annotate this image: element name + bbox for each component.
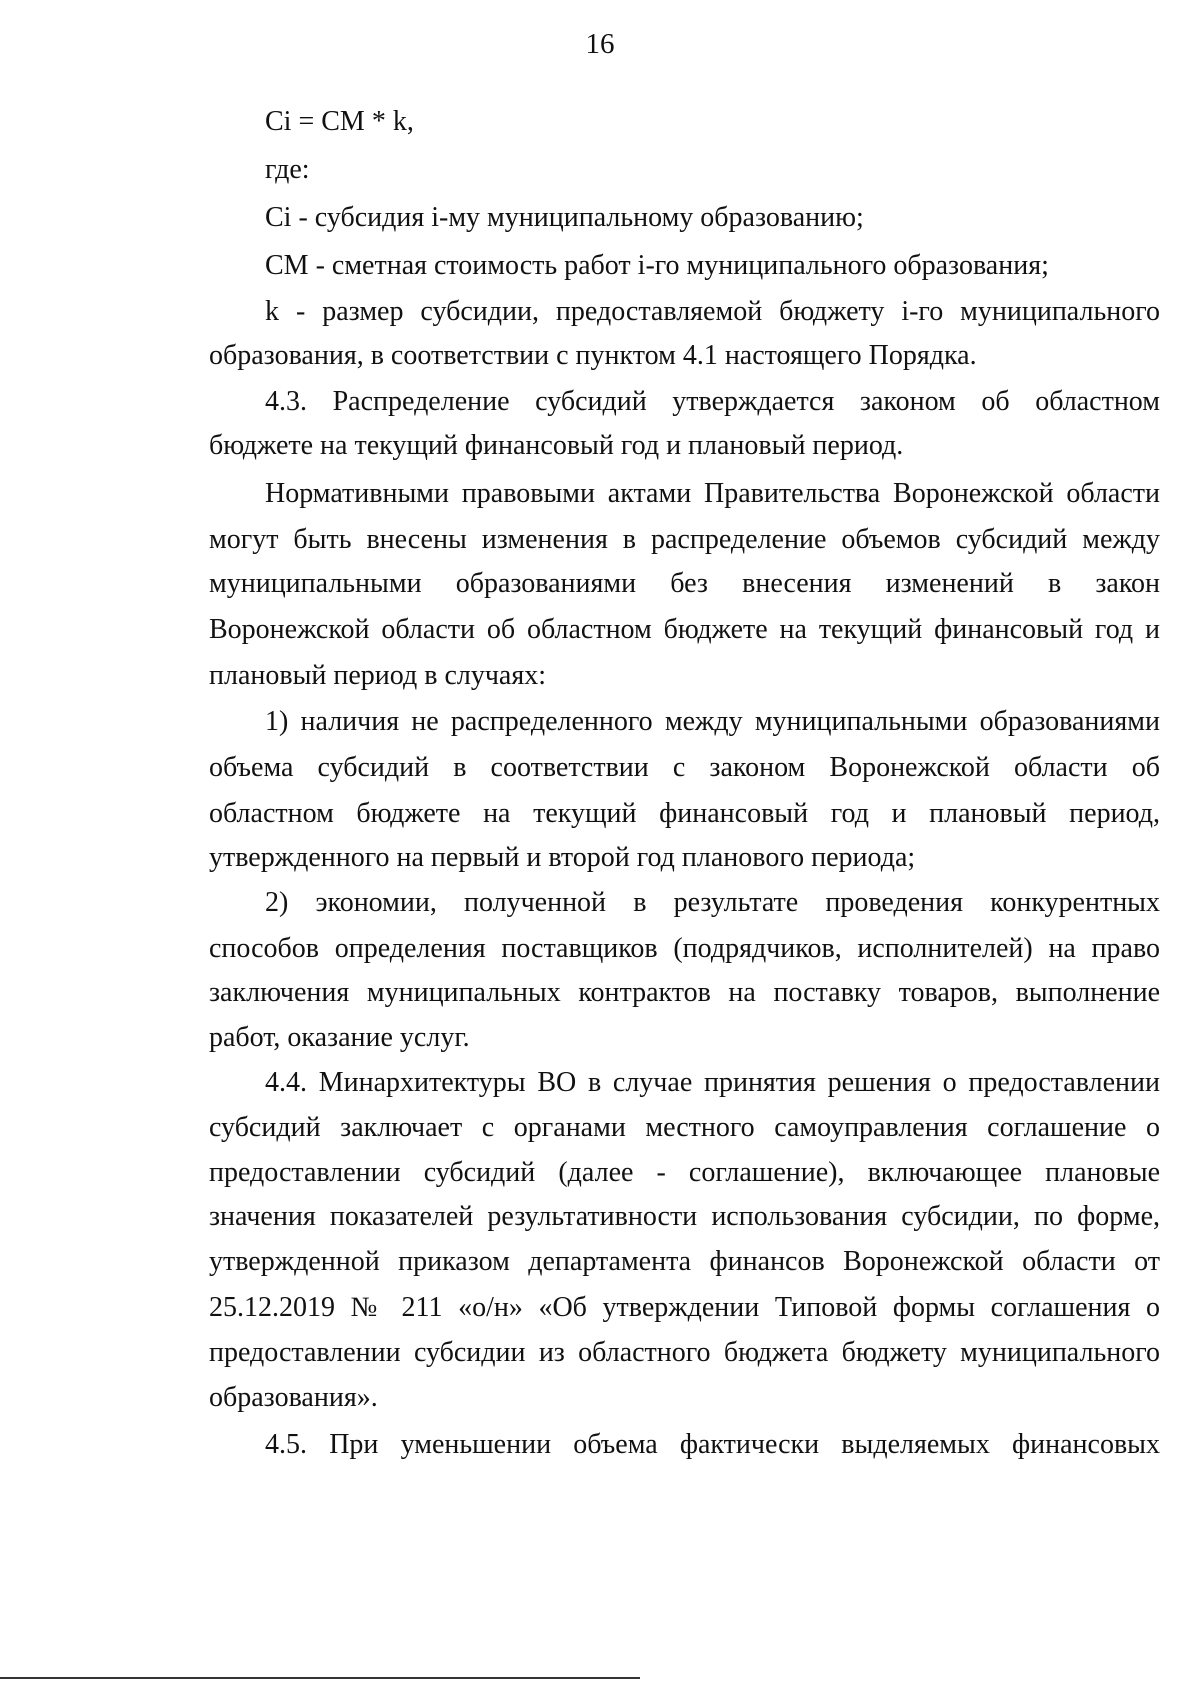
text-line: могут быть внесены изменения в распределение объемов субсидий между bbox=[209, 524, 1160, 555]
text-line: утвержденной приказом департамента финансов Воронежской области от bbox=[209, 1246, 1160, 1277]
text-line: муниципальными образованиями без внесения изменений в закон bbox=[209, 568, 1160, 599]
text-line: областном бюджете на текущий финансовый год и плановый период, bbox=[209, 798, 1160, 829]
text-line: где: bbox=[265, 154, 310, 185]
bottom-rule bbox=[0, 1677, 640, 1679]
text-line: значения показателей результативности использования субсидии, по форме, bbox=[209, 1201, 1160, 1232]
text-line: Воронежской области об областном бюджете на текущий финансовый год и bbox=[209, 614, 1160, 645]
text-line: заключения муниципальных контрактов на поставку товаров, выполнение bbox=[209, 977, 1160, 1008]
text-line: утвержденного на первый и второй год планового периода; bbox=[209, 842, 916, 873]
text-line: образования, в соответствии с пунктом 4.1 настоящего Порядка. bbox=[209, 340, 977, 371]
text-line: плановый период в случаях: bbox=[209, 660, 547, 691]
text-line: 1) наличия не распределенного между муниципальными образованиями bbox=[265, 706, 1160, 737]
text-line: Ci - субсидия i-му муниципальному образованию; bbox=[265, 202, 864, 233]
text-line: 2) экономии, полученной в результате проведения конкурентных bbox=[265, 887, 1160, 918]
text-line: 4.5. При уменьшении объема фактически выделяемых финансовых bbox=[265, 1429, 1160, 1460]
text-line: СМ - сметная стоимость работ i-го муниципального образования; bbox=[265, 250, 1049, 281]
text-line: 4.4. Минархитектуры ВО в случае принятия решения о предоставлении bbox=[265, 1067, 1160, 1098]
text-line: 4.3. Распределение субсидий утверждается законом об областном bbox=[265, 386, 1160, 417]
text-line: бюджете на текущий финансовый год и плановый период. bbox=[209, 430, 904, 461]
text-line: работ, оказание услуг. bbox=[209, 1022, 470, 1053]
text-line: 25.12.2019 № 211 «о/н» «Об утверждении Типовой формы соглашения о bbox=[209, 1292, 1160, 1323]
text-line: предоставлении субсидии из областного бюджета бюджету муниципального bbox=[209, 1337, 1160, 1368]
text-line: способов определения поставщиков (подрядчиков, исполнителей) на право bbox=[209, 933, 1160, 964]
text-line: Ci = СМ * k, bbox=[265, 106, 414, 137]
text-line: субсидий заключает с органами местного самоуправления соглашение о bbox=[209, 1112, 1160, 1143]
text-line: предоставлении субсидий (далее - соглашение), включающее плановые bbox=[209, 1157, 1160, 1188]
text-line: k - размер субсидии, предоставляемой бюджету i-го муниципального bbox=[265, 296, 1160, 327]
page-number: 16 bbox=[585, 28, 615, 60]
text-line: объема субсидий в соответствии с законом Воронежской области об bbox=[209, 752, 1160, 783]
text-line: образования». bbox=[209, 1382, 378, 1413]
text-line: Нормативными правовыми актами Правительства Воронежской области bbox=[265, 478, 1160, 509]
